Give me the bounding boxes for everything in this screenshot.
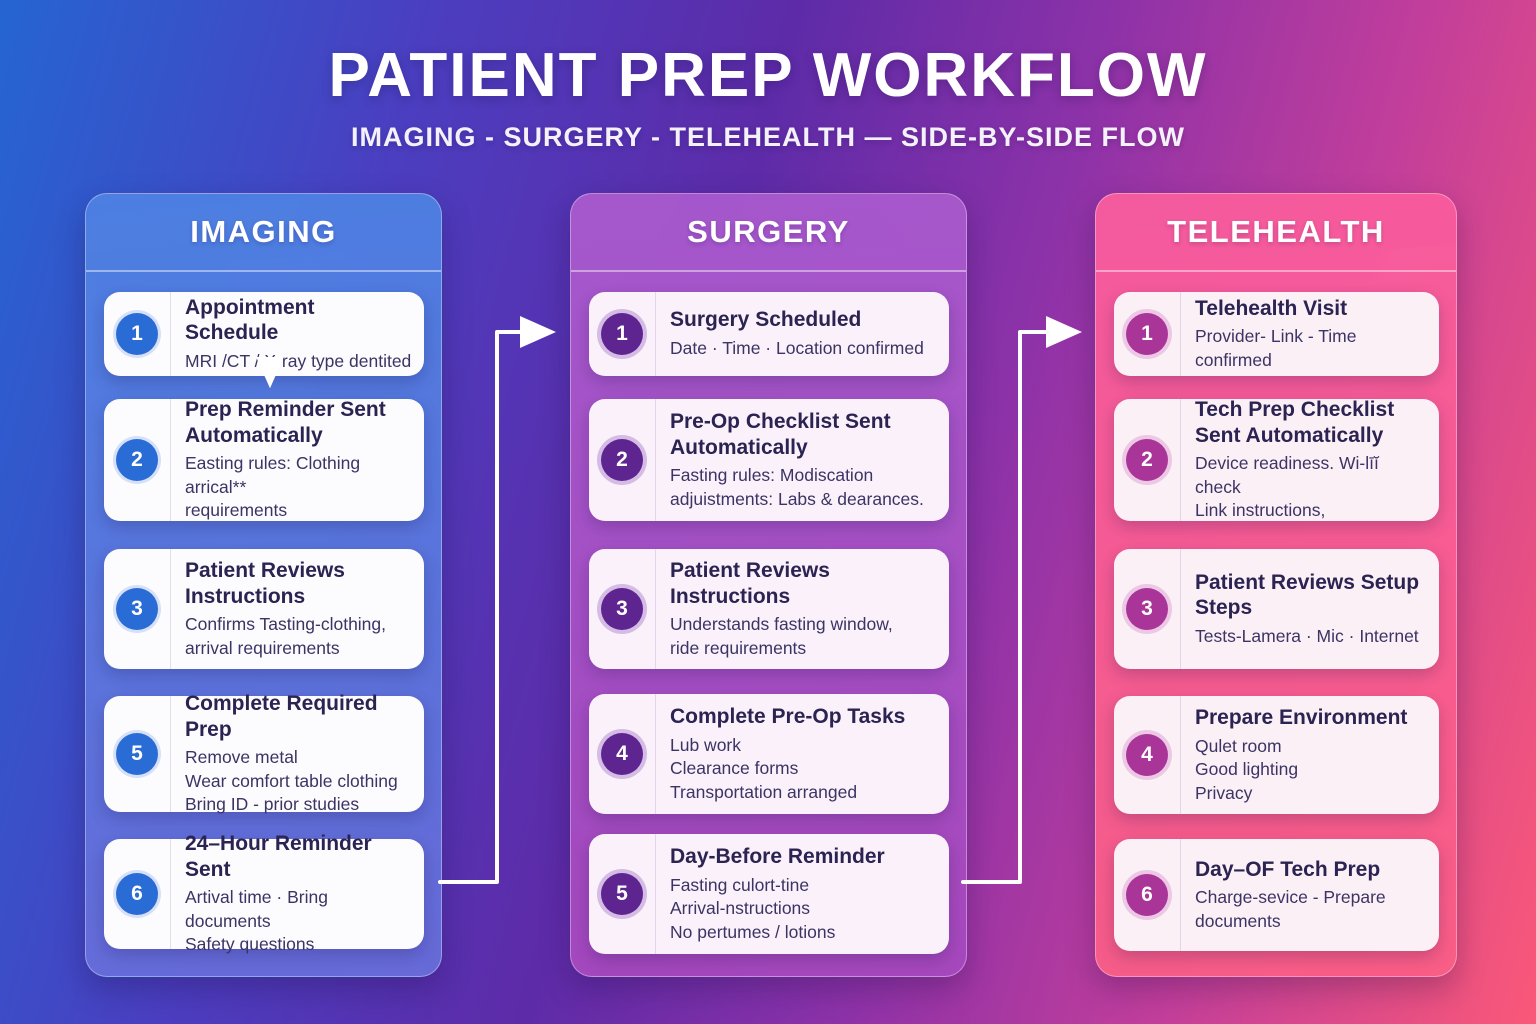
telehealth-step-2-card xyxy=(1114,399,1439,521)
step-text xyxy=(656,834,949,954)
step-number-badge: 1 xyxy=(1126,313,1168,355)
surgery-step-2-card xyxy=(589,399,949,521)
step-text xyxy=(656,292,949,376)
step-detail: Provider- Link - Time confirmed xyxy=(1195,326,1357,370)
step-detail: Fasting rules: Modiscation xyxy=(670,465,874,486)
imaging-to-surgery-arrow xyxy=(440,332,550,882)
step-title: Telehealth Visit xyxy=(1195,296,1348,320)
step-title: Patient Reviews Instructions xyxy=(185,558,345,608)
step-detail: Privacy xyxy=(1195,782,1253,803)
badge-column xyxy=(104,292,171,376)
telehealth-step-3-card xyxy=(1114,549,1439,669)
step-title: Surgery Scheduled xyxy=(670,308,862,332)
step-detail: No pertumes / lotions xyxy=(670,921,836,942)
step-detail: Artival time · Bring documents xyxy=(185,887,328,931)
step-number-badge: 6 xyxy=(116,873,158,915)
step-number-badge: 1 xyxy=(601,313,643,355)
step-number-badge: 5 xyxy=(116,733,158,775)
surgery-step-4-card xyxy=(589,694,949,814)
step-detail: Device readiness. Wi-līĭ check xyxy=(1195,453,1379,497)
step-text xyxy=(1181,696,1439,814)
badge-column xyxy=(1114,696,1181,814)
step-detail: Clearance forms xyxy=(670,758,799,779)
step-title: Pre-Op Checklist Sent Automatically xyxy=(670,409,891,459)
imaging-column-panel xyxy=(85,193,442,977)
surgery-to-telehealth-arrow xyxy=(963,332,1076,882)
surgery-step-5-card xyxy=(589,834,949,954)
step-number-badge: 3 xyxy=(601,588,643,630)
step-title: Tech Prep Checklist Sent Automatically xyxy=(1195,398,1395,447)
badge-column xyxy=(589,292,656,376)
step-number-badge: 3 xyxy=(116,588,158,630)
step-detail: Easting rules: Clothing arrical** xyxy=(185,453,361,497)
step-detail: requirements xyxy=(185,500,288,521)
step-text xyxy=(171,692,424,815)
badge-column xyxy=(589,834,656,954)
surgery-step-1-card xyxy=(589,292,949,376)
step-detail: Link instructions, xyxy=(1195,500,1326,521)
step-title: Patient Reviews Instructions xyxy=(670,558,830,608)
step-detail: MRI /CT / X-ray type dentited xyxy=(185,350,412,371)
badge-column xyxy=(104,549,171,669)
badge-column xyxy=(1114,839,1181,951)
surgery-column-panel xyxy=(570,193,967,977)
badge-column xyxy=(589,399,656,521)
step-detail: Bring ID - prior studies xyxy=(185,794,360,815)
step-number-badge: 2 xyxy=(116,439,158,481)
step-number-badge: 3 xyxy=(1126,588,1168,630)
badge-column xyxy=(104,839,171,949)
step-detail: Qulet room xyxy=(1195,735,1282,756)
badge-column xyxy=(1114,549,1181,669)
step-text xyxy=(656,549,949,669)
step-detail: Confirms Tasting-clothing, xyxy=(185,614,387,635)
step-title: Day–OF Tech Prep xyxy=(1195,857,1381,881)
step-detail: Understands fasting window, xyxy=(670,614,893,635)
imaging-step-2-card xyxy=(104,399,424,521)
telehealth-step-4-card xyxy=(1114,696,1439,814)
page-subtitle: IMAGING - SURGERY - TELEHEALTH — SIDE-BY-SIDE FLOW xyxy=(350,122,1185,152)
step-detail: ride requirements xyxy=(670,637,807,658)
step-text xyxy=(171,292,424,376)
step-number-badge: 2 xyxy=(1126,439,1168,481)
step-detail: Fasting culort-tine xyxy=(670,874,810,895)
step-text xyxy=(656,694,949,814)
step-title: Complete Pre-Op Tasks xyxy=(670,705,906,729)
telehealth-step-5-card xyxy=(1114,839,1439,951)
step-text xyxy=(1181,399,1439,521)
imaging-step-5-card xyxy=(104,832,424,955)
surgery-step-3-card xyxy=(589,549,949,669)
imaging-step-3-card xyxy=(104,549,424,669)
step-text xyxy=(1181,839,1439,951)
badge-column xyxy=(104,399,171,521)
step-title: Prepare Environment xyxy=(1195,706,1408,730)
badge-column xyxy=(1114,399,1181,521)
step-number-badge: 4 xyxy=(601,733,643,775)
step-text xyxy=(171,832,424,955)
step-detail: Transportation arranged xyxy=(670,781,858,802)
step-detail: adjuistments: Labs & dearances. xyxy=(670,488,924,509)
step-detail: Charge-sevice - Prepare xyxy=(1195,887,1386,908)
step-text xyxy=(171,549,424,669)
step-detail: Date · Time · Location confirmed xyxy=(670,338,924,359)
badge-column xyxy=(589,549,656,669)
step-number-badge: 2 xyxy=(601,439,643,481)
step-text xyxy=(1181,292,1439,376)
step-detail: Arrival-nstructions xyxy=(670,898,811,919)
step-title: Patient Reviews Setup Steps xyxy=(1195,570,1420,620)
badge-column xyxy=(1114,292,1181,376)
badge-column xyxy=(104,696,171,812)
step-text xyxy=(656,399,949,521)
imaging-step-4-card xyxy=(104,692,424,815)
badge-column xyxy=(589,694,656,814)
step-detail: Lub work xyxy=(670,734,742,755)
imaging-step-1-card xyxy=(104,292,424,376)
imaging-column-header: IMAGING xyxy=(86,194,441,272)
step-number-badge: 4 xyxy=(1126,734,1168,776)
step-title: Appointment Schedule xyxy=(185,295,315,345)
telehealth-step-1-card xyxy=(1114,292,1439,376)
step-text xyxy=(1181,549,1439,669)
step-detail: Tests-Lamera · Mic · Internet xyxy=(1195,625,1419,646)
page-title: PATIENT PREP WORKFLOW xyxy=(328,41,1208,110)
step-detail: Remove metal xyxy=(185,747,298,768)
step-number-badge: 5 xyxy=(601,873,643,915)
step-detail: arrival requirements xyxy=(185,637,340,658)
step-title: Complete Required Prep xyxy=(185,692,378,741)
step-text xyxy=(171,399,424,521)
step-number-badge: 6 xyxy=(1126,874,1168,916)
telehealth-column-header: TELEHEALTH xyxy=(1096,194,1456,272)
step-title: Prep Reminder Sent Automatically xyxy=(185,398,386,447)
step-title: 24–Hour Reminder Sent xyxy=(185,832,372,881)
step-detail: Wear comfort table clothing xyxy=(185,770,398,791)
telehealth-column-panel xyxy=(1095,193,1457,977)
surgery-column-header: SURGERY xyxy=(571,194,966,272)
step-detail: documents xyxy=(1195,910,1281,931)
step-number-badge: 1 xyxy=(116,313,158,355)
step-detail: Good lighting xyxy=(1195,759,1299,780)
step-detail: Safety questions xyxy=(185,934,315,955)
step-title: Day-Before Reminder xyxy=(670,845,885,869)
